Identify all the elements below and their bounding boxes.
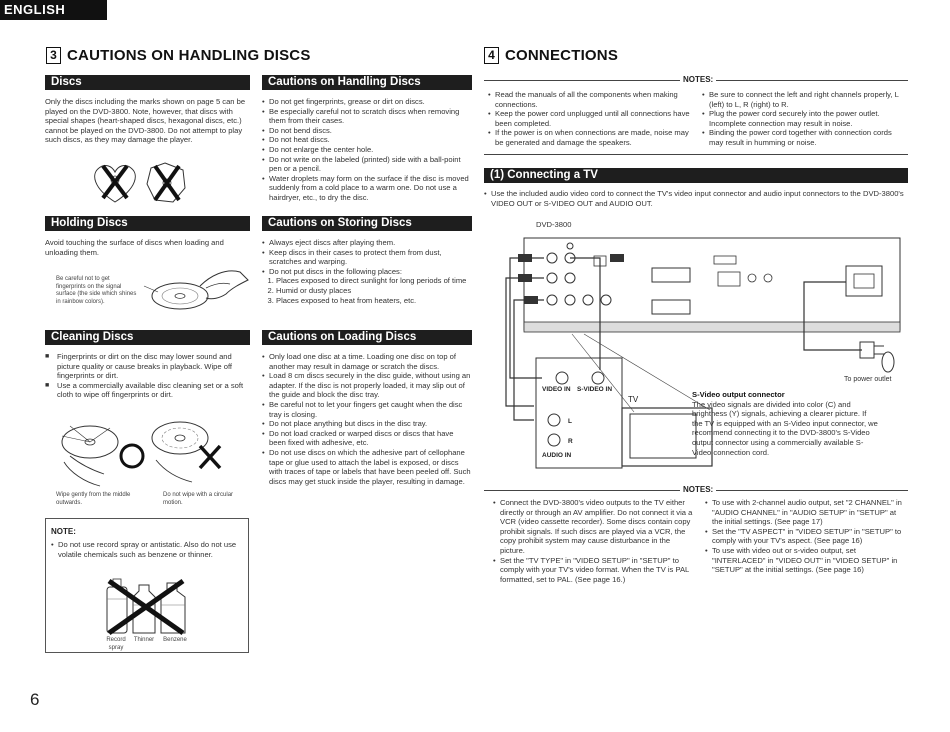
notes-label: NOTES:: [680, 485, 716, 494]
right-section-title: [484, 47, 618, 64]
connecting-tv-text: [484, 189, 908, 208]
list-item: • Keep discs in their cases to protect them from dust, scratches and warping.: [262, 248, 472, 267]
holding-text: Avoid touching the surface of discs when loading and unloading them.: [45, 238, 224, 257]
special-discs-illustration: [85, 158, 205, 208]
list-item: • Binding the power cord together with connection cords may result in humming or noise.: [702, 128, 906, 147]
list-item: • Always eject discs after playing them.: [262, 238, 472, 248]
ok-circle-icon: [121, 445, 143, 467]
bottle-label: Record spray: [106, 637, 126, 651]
left-section-title: [46, 47, 311, 64]
notes-right-list: [702, 90, 906, 148]
list-item: • To use with video out or s-video output, set "INTERLACED" in "VIDEO OUT" in "VIDEO SETUP" in "SETUP" at the initial settings. (See page 16): [705, 546, 905, 575]
notes-bottom-divider: [484, 154, 908, 155]
loading-list: [262, 352, 472, 486]
discs-text: Only the discs including the marks shown on page 5 can be played on the DVD-3800. Note, however, that discs with special shapes (heart-shaped discs, hexagonal discs, etc.) cannot be played on the DVD-3800. Do not attempt to play such discs, as they may damage the player.: [45, 97, 246, 145]
list-item: • Do not write on the labeled (printed) side with a ball-point pen or a pencil.: [262, 155, 472, 174]
dvd-rear-panel: [524, 238, 900, 332]
bottle-label: Benzene: [163, 637, 187, 643]
list-item: • Only load one disc at a time. Loading one disc on top of another may result in damage or scratch the discs.: [262, 352, 472, 371]
svideo-text: The video signals are divided into color (C) and brightness (Y) signals, achieving a clearer picture. If the TV is equipped with an S-Video input connector, we recommend connecting it to the DVD-3800's S-Video output connector using a commercially available S-Video connection cord.: [692, 399, 878, 457]
svideo-heading: S-Video output connector: [692, 390, 785, 399]
note-list: [51, 540, 243, 559]
handling-heading: Cautions on Handling Discs: [262, 75, 472, 90]
wipe-ok-caption: Wipe gently from the middle outwards.: [56, 492, 131, 506]
cleaning-illustration: [50, 412, 250, 492]
heart-disc-icon: [95, 165, 136, 202]
note-box: [45, 518, 249, 653]
cleaning-list: [45, 352, 250, 400]
hexagonal-disc-icon: [147, 163, 185, 202]
page-number: 6: [30, 690, 40, 709]
list-item: • Do not get fingerprints, grease or dirt on discs.: [262, 97, 472, 107]
list-item: • Do not bend discs.: [262, 126, 472, 136]
wipe-wrong-illustration: [152, 422, 220, 482]
storing-body: [262, 238, 472, 305]
list-item: 1. Places exposed to direct sunlight for long periods of time: [276, 276, 472, 286]
holding-heading: Holding Discs: [45, 216, 250, 231]
cleaning-heading: Cleaning Discs: [45, 330, 250, 345]
hand-holding-disc-illustration: [140, 258, 252, 316]
list-item: ■ Use a commercially available disc cleaning set or a soft cloth to wipe off fingerprints or dirt.: [45, 381, 250, 400]
notes-label: NOTES:: [680, 75, 716, 84]
list-item: 3. Places exposed to heat from heaters, etc.: [276, 296, 472, 306]
video-in-label: VIDEO IN: [542, 386, 571, 393]
discs-heading: Discs: [45, 75, 250, 90]
list-item: • Plug the power cord securely into the power outlet. Incomplete connection may result in noise.: [702, 109, 906, 128]
list-item: • Do not use discs on which the adhesive part of cellophane tape or glue used to attach the label is exposed, or discs with traces of tape or labels that have been peeled off. Such discs may get stuck inside the player, resulting in damage.: [262, 448, 472, 486]
channel-l-label: L: [568, 418, 572, 425]
handling-list: [262, 97, 472, 203]
list-item: • If the power is on when connections are made, noise may be generated and damage the speakers.: [488, 128, 694, 147]
list-item: • Do not enlarge the center hole.: [262, 145, 472, 155]
svideo-callout: [692, 390, 878, 457]
connecting-tv-heading: (1) Connecting a TV: [484, 168, 908, 183]
list-item: • Set the "TV ASPECT" in "VIDEO SETUP" in "SETUP" to comply with your TV's aspect. (See page 16): [705, 527, 905, 546]
note-label: NOTE:: [51, 527, 76, 536]
section-number: 4: [484, 47, 499, 64]
list-item: • Set the "TV TYPE" in "VIDEO SETUP" in "SETUP" to comply with your TV's video format. When the TV is PAL formatted, set to PAL. (See page 16.): [493, 556, 697, 585]
list-item: • Do not heat discs.: [262, 135, 472, 145]
power-outlet-icon: [882, 352, 894, 372]
audio-in-label: AUDIO IN: [542, 452, 572, 459]
section-title-text: CAUTIONS ON HANDLING DISCS: [67, 47, 311, 64]
list-item: • Connect the DVD-3800's video outputs to the TV either directly or through an AV amplifier. Do not connect it via a VCR (video cassette recorder). Some discs contain copy prohibit signals. If such discs are played via a VCR, the copy prohibit system may cause disturbance in the picture.: [493, 498, 697, 556]
list-item: ■ Fingerprints or dirt on the disc may lower sound and picture quality or cause breaks in playback. Wipe off fingerprints or dirt.: [45, 352, 250, 381]
list-item: • Use the included audio video cord to connect the TV's video input connector and audio input connectors to the DVD-3800's VIDEO OUT or S-VIDEO OUT and AUDIO OUT.: [484, 189, 908, 208]
tv-label: TV: [628, 395, 639, 404]
list-item: 2. Humid or dusty places: [276, 286, 472, 296]
list-item: • Water droplets may form on the surface if the disc is moved suddenly from a cold place to a warm one. Do not use a hairdryer, etc., to dry the disc.: [262, 174, 472, 203]
storing-heading: Cautions on Storing Discs: [262, 216, 472, 231]
list-item: • Keep the power cord unplugged until all connections have been completed.: [488, 109, 694, 128]
loading-heading: Cautions on Loading Discs: [262, 330, 472, 345]
list-item: • Load 8 cm discs securely in the disc guide, without using an adapter. If the disc is not properly loaded, it may slip out of the guide and block the disc tray.: [262, 371, 472, 400]
holding-caption: Be careful not to get fingerprints on the signal surface (the side which shines in rainbow colors).: [56, 276, 137, 305]
tv-icon: [572, 334, 712, 466]
list-item: • Read the manuals of all the components when making connections.: [488, 90, 694, 109]
language-tab: ENGLISH: [0, 0, 107, 20]
section-title-text: CONNECTIONS: [505, 47, 619, 64]
list-item: • To use with 2-channel audio output, set "2 CHANNEL" in "AUDIO CHANNEL" in "AUDIO SETUP" in "SETUP" at the initial settings. (See page 17): [705, 498, 905, 527]
wipe-ng-caption: Do not wipe with a circular motion.: [163, 492, 234, 506]
notes2-left-list: [493, 498, 697, 584]
list-item: • Do not place anything but discs in the disc tray.: [262, 419, 472, 429]
list-item: • Be sure to connect the left and right channels properly, L (left) to L, R (right) to R.: [702, 90, 906, 109]
section-number: 3: [46, 47, 61, 64]
notes-left-list: [488, 90, 694, 148]
power-plug-icon: [860, 342, 884, 358]
list-item: • Do not load cracked or warped discs or discs that have been fixed with adhesive, etc.: [262, 429, 472, 448]
list-item: • Be especially careful not to scratch discs when removing them from their cases.: [262, 107, 472, 126]
channel-r-label: R: [568, 438, 573, 445]
list-item: • Be careful not to let your fingers get caught when the disc tray is closing.: [262, 400, 472, 419]
list-item: • Do not use record spray or antistatic. Also do not use volatile chemicals such as benzene or thinner.: [51, 540, 243, 559]
power-outlet-label: To power outlet: [844, 376, 892, 383]
notes2-right-list: [705, 498, 905, 575]
chemicals-illustration: [101, 575, 201, 637]
svideo-in-label: S-VIDEO IN: [577, 386, 613, 393]
device-label: DVD-3800: [536, 220, 572, 229]
list-item: • Do not put discs in the following places:: [262, 267, 472, 277]
bottle-label: Thinner: [133, 637, 155, 643]
wipe-correct-illustration: [62, 426, 143, 486]
